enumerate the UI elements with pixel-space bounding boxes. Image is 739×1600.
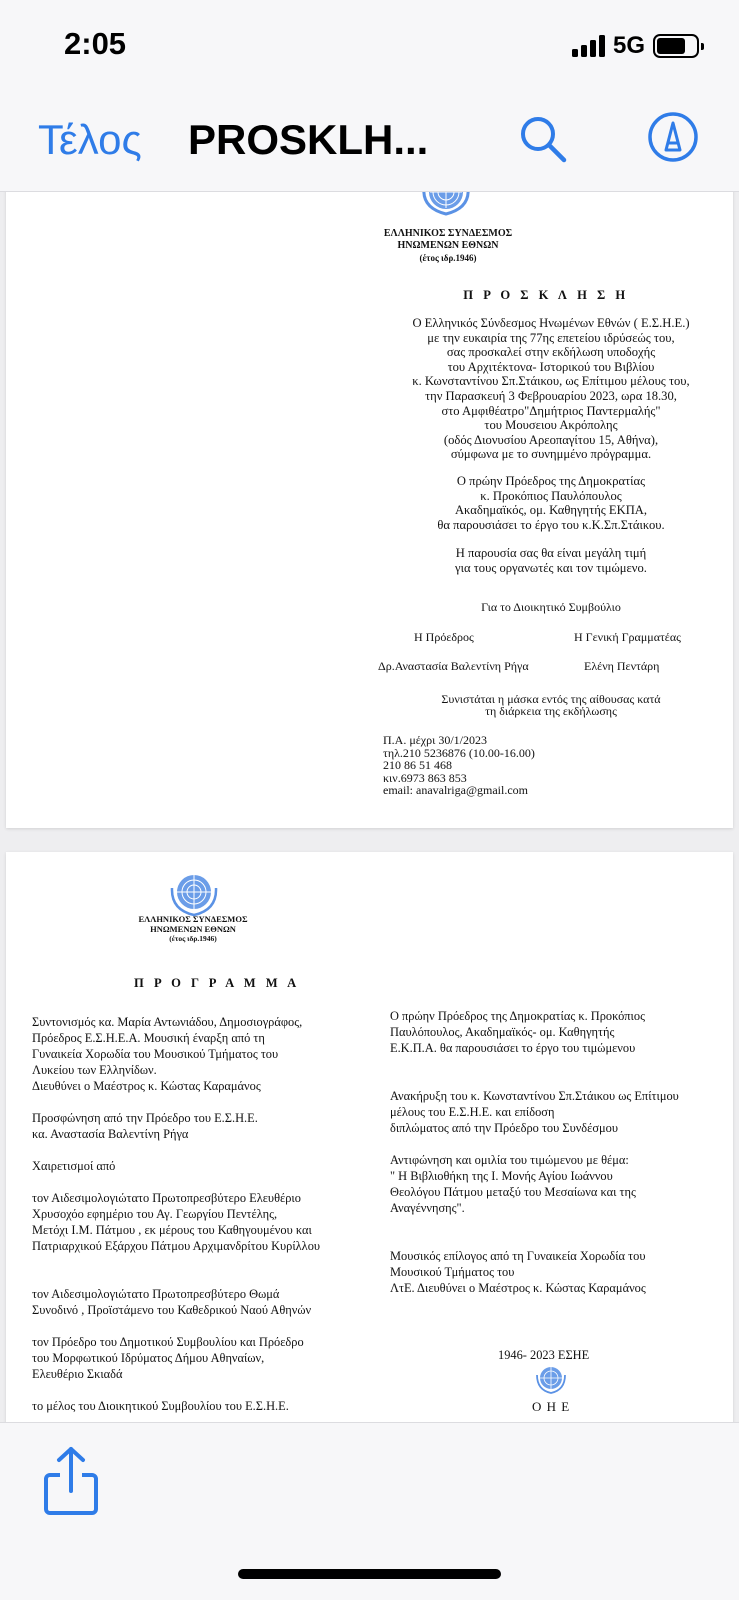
text-line: σας προσκαλεί στην εκδήλωση υποδοχής <box>446 345 656 360</box>
battery-icon <box>653 34 699 58</box>
home-indicator[interactable] <box>238 1569 501 1579</box>
text-line: τη διάρκεια της εκδήλωσης <box>485 704 617 718</box>
invitation-paragraph-1 <box>386 316 716 462</box>
text-line: Ανακήρυξη του κ. Κωνσταντίνου Σπ.Στάικου ως Επίτιμου <box>390 1089 679 1103</box>
status-bar <box>0 0 739 96</box>
text-line: Ο πρώην Πρόεδρος της Δημοκρατίας κ. Προκόπιος <box>390 1009 645 1023</box>
text-line: κα. Αναστασία Βαλεντίνη Ρήγα <box>32 1127 189 1141</box>
text-line <box>390 1056 679 1072</box>
text-line: Πρόεδρος Ε.Σ.Η.Ε.Α. Μουσική έναρξη από τη <box>32 1031 265 1045</box>
text-line: την Παρασκευή 3 Φεβρουαρίου 2023, ωρα 18.30, <box>425 388 677 403</box>
text-line: για τους οργανωτές και τον τιμώμενο. <box>455 560 647 575</box>
text-line: Αντιφώνηση και ομιλία του τιμώμενου με θέμα: <box>390 1153 629 1167</box>
board-line: Για το Διοικητικό Συμβούλιο <box>481 600 621 614</box>
text-line: Μετόχι Ι.Μ. Πάτμου , εκ μέρους του Καθηγουμένου και <box>32 1223 312 1237</box>
org-name-line1: ΕΛΛΗΝΙΚΟΣ ΣΥΝΔΕΣΜΟΣ <box>383 228 513 239</box>
text-line: Λυκείου των Ελληνίδων. <box>32 1063 157 1077</box>
text-line: τηλ.210 5236876 (10.00-16.00) <box>383 745 535 760</box>
navigation-bar <box>0 96 739 192</box>
president-title: Η Πρόεδρος <box>414 630 474 644</box>
un-emblem-icon <box>414 192 478 220</box>
president-name: Δρ.Αναστασία Βαλεντίνη Ρήγα <box>378 659 529 673</box>
text-line: " Η Βιβλιοθήκη της Ι. Μονής Αγίου Ιωάννου <box>390 1169 613 1183</box>
text-line: με την ευκαιρία της 77ης επετείου ιδρύσεώς του, <box>427 330 675 345</box>
network-type: 5G <box>612 32 645 59</box>
text-line: στο Αμφιθέατρο"Δημήτριος Παντερμαλής" <box>441 403 661 418</box>
text-line: Χαιρετισμοί από <box>32 1159 116 1173</box>
un-emblem-icon <box>166 870 222 918</box>
text-line: το μέλος του Διοικητικού Συμβουλίου του Ε.Σ.Η.Ε. <box>32 1399 289 1413</box>
text-line <box>390 1232 679 1248</box>
signal-icon <box>572 35 605 57</box>
status-indicators <box>572 32 699 60</box>
footer-org: Ο Η Ε <box>532 1399 571 1414</box>
text-line: Ο πρώην Πρόεδρος της Δημοκρατίας <box>456 474 646 488</box>
program-right-column <box>390 1008 679 1296</box>
text-line: θα παρουσιάσει το έργο του κ.Κ.Σπ.Στάικου. <box>437 517 665 532</box>
text-line <box>32 1254 320 1270</box>
org-founded: (έτος ιδρ.1946) <box>419 253 477 263</box>
text-line: σύμφωνα με το συνημμένο πρόγραμμα. <box>450 447 652 462</box>
text-line: email: anavalriga@gmail.com <box>383 783 528 798</box>
invitation-paragraph-3 <box>386 546 716 575</box>
footer-years: 1946- 2023 ΕΣΗΕ <box>498 1348 590 1362</box>
org-name-line1: ΕΛΛΗΝΙΚΟΣ ΣΥΝΔΕΣΜΟΣ <box>138 914 248 924</box>
text-line: Ελευθέριο Σκιαδά <box>32 1367 123 1381</box>
text-line: Π.Α. μέχρι 30/1/2023 <box>383 733 488 747</box>
text-line: του Αρχιτέκτονα- Ιστορικού του Βιβλίου <box>447 359 655 374</box>
text-line: Ε.Κ.Π.Α. θα παρουσιάσει το έργο του τιμώμενου <box>390 1041 636 1055</box>
text-line: Ακαδημαϊκός, ομ. Καθηγητής ΕΚΠΑ, <box>454 503 648 518</box>
text-line: Χρυσοχόο εφημέριο του Αγ. Γεωργίου Πεντέλης, <box>32 1207 278 1221</box>
text-line: Μουσικός επίλογος από τη Γυναικεία Χορωδία του <box>390 1249 646 1263</box>
text-line: διπλώματος από την Πρόεδρο του Συνδέσμου <box>390 1121 618 1135</box>
text-line: Πατριαρχικού Εξάρχου Πάτμου Αρχιμανδρίτου Κυρίλλου <box>32 1239 321 1253</box>
text-line: Γυναικεία Χορωδία του Μουσικού Τμήματος του <box>32 1047 279 1061</box>
invitation-heading: Π Ρ Ο Σ Κ Λ Η Σ Η <box>463 288 629 302</box>
text-line <box>390 1136 679 1152</box>
text-line: Συντονισμός κα. Μαρία Αντωνιάδου, Δημοσιογράφος, <box>32 1015 303 1029</box>
text-line: κ. Κωνσταντίνου Σπ.Στάικου, ως Επίτιμου μέλους του, <box>412 374 690 389</box>
text-line: 210 86 51 468 <box>383 758 452 773</box>
text-line: του Μορφωτικού Ιδρύματος Δήμου Αθηναίων, <box>32 1351 265 1365</box>
text-line: Ο Ελληνικός Σύνδεσμος Ηνωμένων Εθνών ( Ε.Σ.Η.Ε.) <box>412 316 690 330</box>
status-time: 2:05 <box>64 26 127 61</box>
bottom-toolbar <box>0 1422 739 1600</box>
done-button[interactable]: Τέλος <box>38 116 142 163</box>
text-line: Θεολόγου Πάτμου μεταξύ του Μεσαίωνα και της <box>390 1185 636 1199</box>
program-left-column <box>32 1014 320 1414</box>
text-line: ΛτΕ. Διευθύνει ο Μαέστρος κ. Κώστας Καραμάνος <box>390 1281 646 1295</box>
text-line <box>32 1094 320 1110</box>
text-line <box>32 1270 320 1286</box>
share-icon[interactable] <box>42 1445 100 1517</box>
search-icon[interactable] <box>518 114 570 166</box>
text-line <box>32 1382 320 1398</box>
rsvp-contact <box>383 734 535 797</box>
document-page-2 <box>6 852 733 1422</box>
org-founded: (έτος ιδρ.1946) <box>169 934 217 943</box>
text-line: κιν.6973 863 853 <box>383 770 467 785</box>
org-name-line2: ΗΝΩΜΕΝΩΝ ΕΘΝΩΝ <box>150 924 236 934</box>
mask-notice <box>386 693 716 717</box>
text-line <box>390 1216 679 1232</box>
text-line: Μουσικού Τμήματος του <box>390 1265 515 1279</box>
text-line: τον Αιδεσιμολογιώτατο Πρωτοπρεσβύτερο Ελευθέριο <box>32 1191 301 1205</box>
text-line <box>390 1072 679 1088</box>
text-line: Προσφώνηση από την Πρόεδρο του Ε.Σ.Η.Ε. <box>32 1111 258 1125</box>
text-line: Παυλόπουλος, Ακαδημαϊκός- ομ. Καθηγητής <box>390 1025 615 1039</box>
invitation-paragraph-2 <box>386 474 716 532</box>
program-heading: Π Ρ Ο Γ Ρ Α Μ Μ Α <box>134 976 300 990</box>
document-page-1 <box>6 192 733 828</box>
document-title: PROSKLH... <box>188 116 429 163</box>
text-line: μέλους του Ε.Σ.Η.Ε. και επίδοση <box>390 1105 555 1119</box>
text-line <box>32 1174 320 1190</box>
text-line: κ. Προκόπιος Παυλόπουλος <box>480 488 622 503</box>
text-line: Συνιστάται η μάσκα εντός της αίθουσας κατά <box>441 692 661 706</box>
text-line <box>32 1318 320 1334</box>
text-line: τον Αιδεσιμολογιώτατο Πρωτοπρεσβύτερο Θωμά <box>32 1287 280 1301</box>
text-line: του Μουσειου Ακρόπολης <box>484 418 618 433</box>
text-line: (οδός Διονυσίου Αρεοπαγίτου 15, Αθήνα), <box>443 432 659 447</box>
secretary-name: Ελένη Πεντάρη <box>584 659 660 673</box>
text-line: τον Πρόεδρο του Δημοτικού Συμβουλίου και Πρόεδρο <box>32 1335 304 1349</box>
text-line: Διευθύνει ο Μαέστρος κ. Κώστας Καραμάνος <box>32 1079 261 1093</box>
secretary-title: Η Γενική Γραμματέας <box>574 630 681 644</box>
text-line: Συνοδινό , Προϊστάμενο του Καθεδρικού Ναού Αθηνών <box>32 1303 312 1317</box>
markup-pen-icon[interactable] <box>646 110 700 164</box>
text-line <box>32 1142 320 1158</box>
un-emblem-icon <box>534 1364 568 1394</box>
text-line: Αναγέννησης". <box>390 1201 465 1215</box>
org-name-line2: ΗΝΩΜΕΝΩΝ ΕΘΝΩΝ <box>397 240 499 251</box>
text-line: Η παρουσία σας θα είναι μεγάλη τιμή <box>455 546 647 560</box>
document-viewport[interactable] <box>0 192 739 1422</box>
